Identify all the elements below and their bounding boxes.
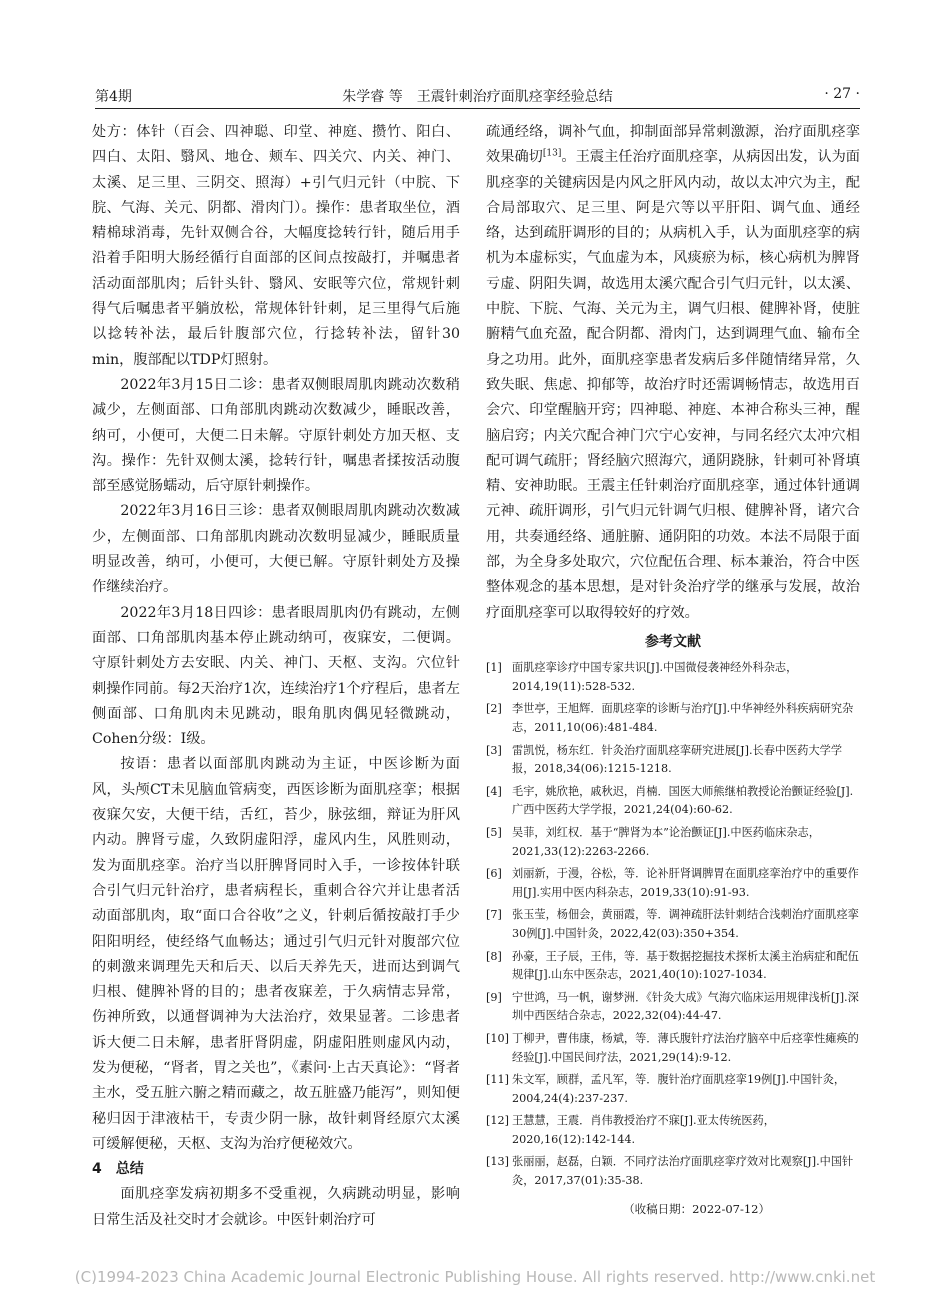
running-header [95,84,860,109]
reference-number: [7] [486,908,502,922]
third-visit-paragraph: 2022年3月16日三诊：患者双侧眼周肌肉跳动次数减少，左侧面部、口角部肌肉跳动次数明显减少，睡眠质量明显改善，纳可，小便可，大便已解。守原针刺处方及操作继续治疗。 [92,503,460,596]
reference-item [486,1112,860,1149]
prescription-paragraph: 处方：体针（百会、四神聪、印堂、神庭、攒竹、阳白、四白、太阳、翳风、地仓、颊车、四关穴、内关、神门、太溪、足三里、三阴交、照海）+引气归元针（中脘、下脘、气海、关元、阴都、滑肉门）。操作：患者取坐位，酒精棉球消毒，先针双侧合谷，大幅度捻转行针，随后用手沿着手阳明大肠经循行自面部的区间点按敲打，并嘱患者活动面部肌肉；后针头针、翳风、安眠等穴位，常规针刺得气后嘱患者平躺放松，常规体针针刺，足三里得气后施以捻转补法，最后针腹部穴位，行捻转补法，留针30 min，腹部配以TDP灯照射。 [92,124,460,368]
reference-number: [5] [486,825,502,839]
reference-item [486,742,860,779]
second-visit-paragraph: 2022年3月15日二诊：患者双侧眼周肌肉跳动次数稍减少，左侧面部、口角部肌肉跳动次数减少，睡眠改善，纳可，小便可，大便二日未解。守原针刺处方加天枢、支沟。操作：先针双侧太溪，捻转行针，嘱患者揉按活动腹部至感觉肠蠕动，后守原针刺操作。 [92,376,460,495]
left-column [92,120,460,1233]
running-title: 朱学睿 等 王震针刺治疗面肌痉挛经验总结 [342,89,613,105]
reference-text: 吴菲，刘红权．基于“脾肾为本”论治颤证[J].中医药临床杂志，2021,33(12):2263-2266. [512,825,820,858]
reference-number: [13] [486,1155,509,1169]
references-list [486,659,860,1190]
reference-text: 孙豪，王子辰，王伟，等．基于数据挖掘技术探析太溪主治病症和配伍规律[J].山东中医杂志，2021,40(10):1027-1034. [512,949,859,982]
reference-item [486,865,860,902]
reference-text: 王慧慧，王震．肖伟教授治疗不寐[J].亚太传统医药，2020,16(12):142-144. [512,1114,775,1146]
reference-item [486,948,860,985]
fourth-visit-paragraph: 2022年3月18日四诊：患者眼周肌肉仍有跳动，左侧面部、口角部肌肉基本停止跳动纳可，夜寐安，二便调。守原针刺处方去安眠、内关、神门、天枢、支沟。穴位针刺操作同前。每2天治疗1次，连续治疗1个疗程后，患者左侧面部、口角肌肉未见跳动，眼角肌肉偶见轻微跳动，Cohen分级：I级。 [92,604,460,748]
reference-item [486,989,860,1026]
section-heading-summary: 4 总结 [92,1161,144,1178]
reference-text: 张丽丽，赵磊，白颖．不同疗法治疗面肌痉挛疗效对比观察[J].中国针灸，2017,37(01):35-38. [512,1155,854,1188]
copyright-footer: (C)1994-2023 China Academic Journal Electronic Publishing House. All rights reserved. http://www.cnki.net [74,1268,876,1286]
summary-continued-paragraph [486,120,860,626]
reference-item [486,700,860,737]
reference-text: 朱文军，顾群，孟凡军，等．腹针治疗面肌痉挛19例[J].中国针灸，2004,24(4):237-237. [512,1073,846,1105]
citation-marker: [13] [542,148,562,159]
reference-item [486,1071,860,1108]
reference-item [486,1153,860,1190]
reference-number: [4] [486,784,502,798]
issue-number: 第4期 [95,89,132,105]
reference-item [486,783,860,820]
reference-number: [8] [486,949,502,963]
reference-number: [2] [486,702,502,716]
reference-number: [9] [486,990,502,1004]
summary-text-a: 疏通经络，调补气血，抑制面部异常刺激源，治疗面肌痉挛效果确切 [486,124,860,166]
reference-number: [10] [486,1031,509,1045]
page-number: · 27 · [824,86,860,102]
reference-text: 面肌痉挛诊疗中国专家共识[J].中国微侵袭神经外科杂志，2014,19(11):528-532. [512,661,798,693]
commentary-paragraph: 按语：患者以面部肌肉跳动为主证，中医诊断为面风，头颅CT未见脑血管病变，西医诊断为面肌痉挛；根据夜寐欠安，大便干结，舌红，苔少，脉弦细，辩证为肝风内动。脾肾亏虚，久致阴虚阳浮，虚风内生，风胜则动，发为面肌痉挛。治疗当以肝脾肾同时入手，一诊按体针联合引气归元针治疗，患者病程长，重刺合谷穴并让患者活动面部肌肉，取“面口合谷收”之义，针刺后循按敲打手少阳阳明经，使经络气血畅达；通过引气归元针对腹部穴位的刺激来调理先天和后天、以后天养先天，进而达到调气归根、健脾补肾的目的；患者夜寐差，于久病情志异常，伤神所致，以通督调神为大法治疗，效果显著。二诊患者诉大便二日未解，患者肝肾阴虚，阴虚阳胜则虚风内动，发为便秘，“肾者，胃之关也”，《素问·上古天真论》：“肾者主水，受五脏六腑之精而藏之，故五脏盛乃能泻”，则知便秘归因于津液枯干，专责少阴一脉，故针刺肾经原穴太溪可缓解便秘，天枢、支沟为治疗便秘效穴。 [92,756,460,1152]
reference-number: [3] [486,743,502,757]
reference-item [486,824,860,861]
reference-text: 李世亭，王旭辉．面肌痉挛的诊断与治疗[J].中华神经外科疾病研究杂志，2011,10(06):481-484. [512,702,854,735]
reference-text: 宁世鸿，马一帆，谢梦洲．《针灸大成》气海穴临床运用规律浅析[J].深圳中西医结合杂志，2022,32(04):44-47. [512,990,859,1023]
reference-number: [1] [486,661,502,675]
summary-paragraph: 面肌痉挛发病初期多不受重视，久病跳动明显，影响日常生活及社交时才会就诊。中医针刺治疗可 [92,1186,460,1228]
summary-text-b: 。王震主任治疗面肌痉挛，从病因出发，认为面肌痉挛的关键病因是内风之肝风内动，故以太冲穴为主，配合局部取穴、足三里、阿是穴等以平肝阳、调气血、通经络，达到疏肝调形的目的；从病机入手，认为面肌痉挛的病机为本虚标实，气血虚为本，风痰瘀为标，核心病机为脾肾亏虚、阴阳失调，故选用太溪穴配合引气归元针，以太溪、中脘、下脘、气海、关元为主，调气归根、健脾补肾，使脏腑精气血充盈，配合阴都、滑肉门，达到调理气血、输布全身之功用。此外，面肌痉挛患者发病后多伴随情绪异常，久致失眠、焦虑、抑郁等，故治疗时还需调畅情志，故选用百会穴、印堂醒脑开窍；四神聪、神庭、本神合称头三神，醒脑启窍；内关穴配合神门穴宁心安神，与同名经穴太冲穴相配可调气疏肝；肾经脑穴照海穴，通阴跷脉，针刺可补肾填精、安神助眠。王震主任针刺治疗面肌痉挛，通过体针通调元神、疏肝调形，引气归元针调气归根、健脾补肾，诸穴合用，共奏通经络、通脏腑、通阴阳的功效。本法不局限于面部，为全身多处取穴，穴位配伍合理、标本兼治，符合中医整体观念的基本思想，是对针灸治疗学的继承与发展，故治疗面肌痉挛可以取得较好的疗效。 [486,149,860,621]
reference-item [486,1030,860,1067]
reference-item [486,906,860,943]
reference-item [486,659,860,696]
reference-number: [12] [486,1114,509,1128]
references-heading: 参考文献 [645,633,701,650]
reference-text: 张玉莹，杨佃会，黄丽霞，等．调神疏肝法针刺结合浅刺治疗面肌痉挛30例[J].中国针灸，2022,42(03):350+354. [512,908,859,940]
reference-number: [6] [486,867,502,881]
reference-text: 刘丽新，于漫，谷松，等．论补肝肾调脾胃在面肌痉挛治疗中的重要作用[J].实用中医内科杂志，2019,33(10):91-93. [512,867,859,899]
reference-text: 雷凯悦，杨东红．针灸治疗面肌痉挛研究进展[J].长春中医药大学学报，2018,34(06):1215-1218. [512,743,843,776]
reference-number: [11] [486,1073,509,1087]
right-column [486,120,860,1222]
received-date: （收稿日期：2022-07-12） [623,1201,770,1216]
reference-text: 丁柳尹，曹伟康，杨斌，等．薄氏腹针疗法治疗脑卒中后痉挛性瘫痪的经验[J].中国民间疗法，2021,29(14):9-12. [512,1031,859,1064]
reference-text: 毛宇，姚欣艳，戚秋迟，肖楠．国医大师熊继柏教授论治颤证经验[J].广西中医药大学学报，2021,24(04):60-62. [512,784,854,817]
